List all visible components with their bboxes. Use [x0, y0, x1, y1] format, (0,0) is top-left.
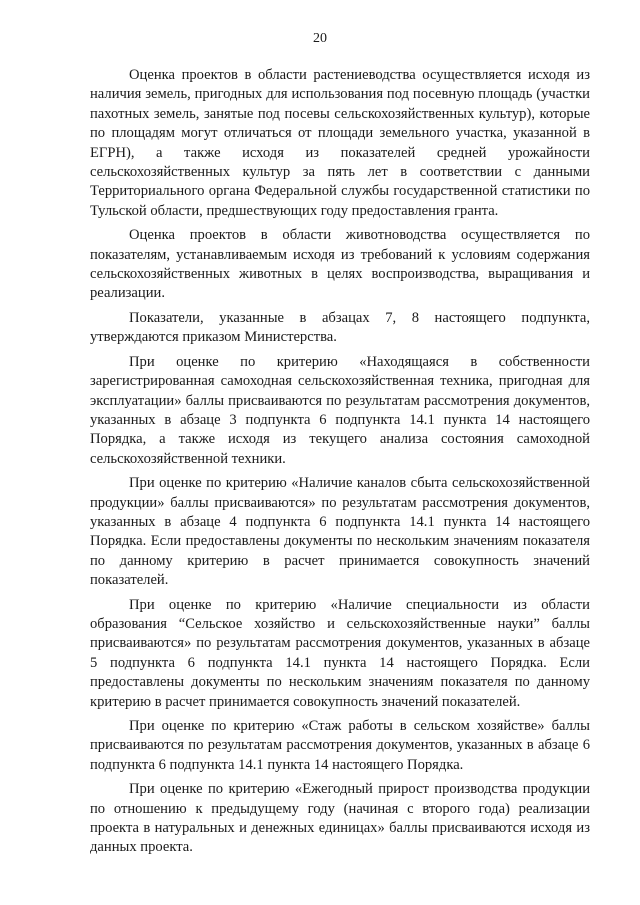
paragraph-livestock: Оценка проектов в области животноводства осуществляется по показателям, устанавливаемым исходя из требований к условиям содержания сельскохозяйственных животных в целях воспроизводства, выращивания и реализации.: [90, 227, 590, 302]
paragraph-production-growth-criterion: При оценке по критерию «Ежегодный прирост производства продукции по отношению к предыдущему году (начиная с второго года) реализации проекта в натуральных и денежных единицах» баллы присваиваются исходя из данных проекта.: [90, 781, 590, 856]
paragraph-crop-production: Оценка проектов в области растениеводства осуществляется исходя из наличия земель, пригодных для использования под посевную площадь (участки пахотных земель, занятые под посевы сельскохозяйственных культур), которые по площадям могут отличаться от площади земельного участка, указанной в ЕГРН), а также исходя из показателей средней урожайности сельскохозяйственных культур за пять лет в соответствии с данными Территориального органа Федеральной службы государственной статистики по Тульской области, предшествующих году предоставления гранта.: [90, 67, 590, 219]
paragraph-work-experience-criterion: При оценке по критерию «Стаж работы в сельском хозяйстве» баллы присваиваются по результатам рассмотрения документов, указанных в абзаце 6 подпункта 6 подпункта 14.1 пункта 14 настоящего Порядка.: [90, 718, 590, 773]
paragraph-sales-channels-criterion: При оценке по критерию «Наличие каналов сбыта сельскохозяйственной продукции» баллы присваиваются» по результатам рассмотрения документов, указанных в абзаце 4 подпункта 6 подпункта 14.1 пункта 14 настоящего Порядка. Если предоставлены документы по нескольким значениям показателя по данному критерию в расчет принимается совокупность значений показателей.: [90, 475, 590, 589]
paragraph-education-criterion: При оценке по критерию «Наличие специальности из области образования “Сельское хозяйство и сельскохозяйственные науки” баллы присваиваются» по результатам рассмотрения документов, указанных в абзаце 5 подпункта 6 подпункта 14.1 пункта 14 настоящего Порядка. Если предоставлены документы по нескольким значениям показателя по данному критерию в расчет принимается совокупность значений показателей.: [90, 596, 590, 710]
paragraph-machinery-criterion: При оценке по критерию «Находящаяся в собственности зарегистрированная самоходная сельскохозяйственная техника, пригодная для эксплуатации» баллы присваиваются по результатам рассмотрения документов, указанных в абзаце 3 подпункта 6 подпункта 14.1 пункта 14 настоящего Порядка, а также исходя из текущего анализа состояния самоходной сельскохозяйственной техники.: [90, 353, 590, 467]
document-body: [90, 66, 590, 863]
page-number: 20: [313, 31, 327, 46]
paragraph-indicators-approval: Показатели, указанные в абзацах 7, 8 настоящего подпункта, утверждаются приказом Министерства.: [90, 309, 590, 346]
